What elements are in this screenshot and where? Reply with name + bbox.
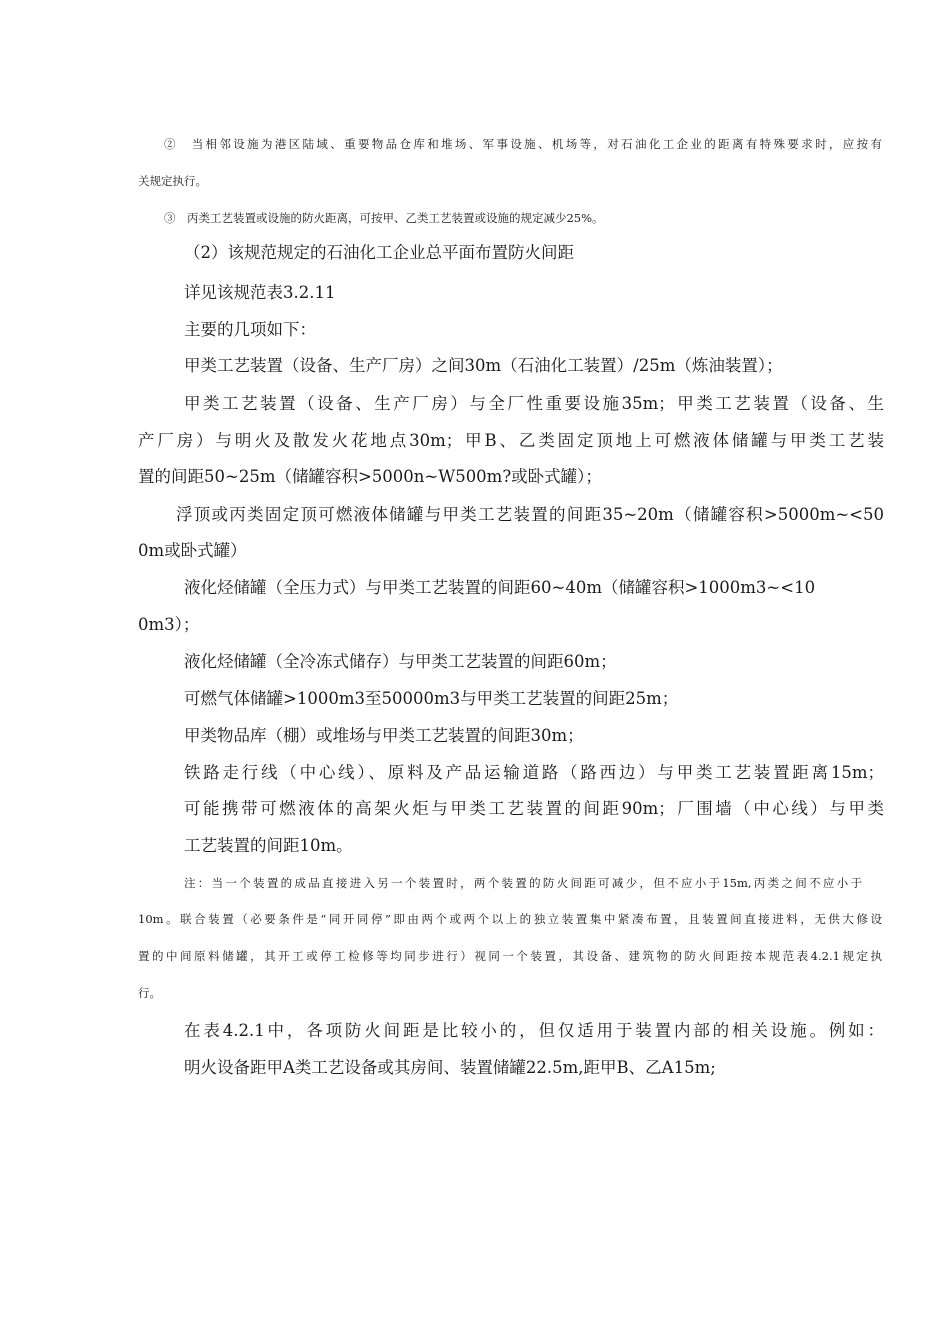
item-1: 甲类工艺装置（设备、生产厂房）之间30m（石油化工装置）/25m（炼油装置）；	[184, 356, 783, 375]
note-3-line-1: 注：当一个装置的成品直接进入另一个装置时，两个装置的防火间距可减少，但不应小于15m,丙类之间不应小于	[184, 876, 862, 890]
item-2-line-3: 置的间距50~25m（储罐容积>5000n~W500m?或卧式罐）；	[138, 467, 602, 486]
note-1-line-2: 关规定执行。	[138, 174, 207, 188]
item-4-line-1: 液化烃储罐（全压力式）与甲类工艺装置的间距60~40m（储罐容积>1000m3~<10	[184, 578, 816, 597]
paragraph-2: 明火设备距甲A类工艺设备或其房间、装置储罐22.5m,距甲B、乙A15m;	[184, 1058, 716, 1077]
item-4-line-2: 0m3）；	[138, 615, 200, 634]
note-3-line-2: 10m。联合装置（必要条件是“同开同停”即由两个或两个以上的独立装置集中紧凑布置，且装置间直接进料，无供大修设	[138, 912, 882, 926]
item-5: 液化烃储罐（全冷冻式储存）与甲类工艺装置的间距60m；	[184, 652, 617, 671]
note-3-line-4: 行。	[138, 986, 161, 1000]
item-9-line-1: 可能携带可燃液体的高架火炬与甲类工艺装置的间距90m；厂围墙（中心线）与甲类	[184, 799, 884, 818]
item-9-line-2: 工艺装置的间距10m。	[184, 836, 353, 855]
item-8: 铁路走行线（中心线）、原料及产品运输道路（路西边）与甲类工艺装置距离15m；	[184, 763, 884, 782]
note-3-line-3: 置的中间原料储罐，其开工或停工检修等均同步进行）视同一个装置，其设备、建筑物的防火间距按本规范表4.2.1规定执	[138, 949, 882, 963]
item-2-line-1: 甲类工艺装置（设备、生产厂房）与全厂性重要设施35m；甲类工艺装置（设备、生	[184, 394, 884, 413]
section-title: （2）该规范规定的石油化工企业总平面布置防火间距	[184, 243, 574, 262]
item-7: 甲类物品库（棚）或堆场与甲类工艺装置的间距30m；	[184, 726, 584, 745]
see-table-line: 详见该规范表3.2.11	[184, 283, 336, 302]
item-3-line-2: 0m或卧式罐）	[138, 541, 247, 560]
main-items-line: 主要的几项如下：	[184, 320, 316, 339]
paragraph-1: 在表4.2.1中，各项防火间距是比较小的，但仅适用于装置内部的相关设施。例如：	[184, 1021, 884, 1040]
item-2-line-2: 产厂房）与明火及散发火花地点30m；甲B、乙类固定顶地上可燃液体储罐与甲类工艺装	[138, 431, 884, 450]
item-6: 可燃气体储罐>1000m3至50000m3与甲类工艺装置的间距25m；	[184, 689, 679, 708]
note-1-line-1: ② 当相邻设施为港区陆域、重要物品仓库和堆场、军事设施、机场等，对石油化工企业的距离有特殊要求时，应按有	[164, 137, 882, 151]
item-3-line-1: 浮顶或丙类固定顶可燃液体储罐与甲类工艺装置的间距35~20m（储罐容积>5000m~<50	[176, 505, 884, 524]
note-2: ③ 丙类工艺装置或设施的防火距离，可按甲、乙类工艺装置或设施的规定减少25%。	[164, 211, 604, 225]
